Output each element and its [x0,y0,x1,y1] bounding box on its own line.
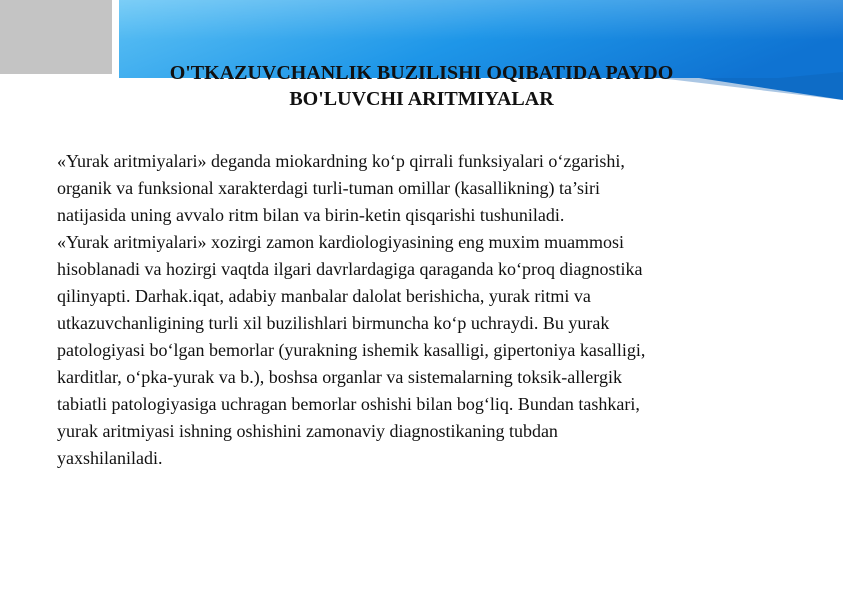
slide-title [0,60,843,112]
body-line-5: hisoblanadi va hozirgi vaqtda ilgari davrlardagiga qaraganda ko‘proq diagnostika [57,259,643,279]
body-line-4: «Yurak aritmiyalari» xozirgi zamon kardiologiyasining eng muxim muammosi [57,232,625,252]
body-line-2: organik va funksional xarakterdagi turli-tuman omillar (kasallikning) ta’siri [57,178,601,198]
body-line-12: yaxshilaniladi. [57,448,163,468]
body-line-6: qilinyapti. Darhak.iqat, adabiy manbalar dalolat berishicha, yurak ritmi va [57,286,591,306]
body-line-3: natijasida uning avvalo ritm bilan va birin-ketin qisqarishi tushuniladi. [57,205,565,225]
body-line-9: karditlar, o‘pka-yurak va b.), boshsa organlar va sistemalarning toksik-allergik [57,367,622,387]
body-line-7: utkazuvchanligining turli xil buzilishlari birmuncha ko‘p uchraydi. Bu yurak [57,313,610,333]
body-line-1: «Yurak aritmiyalari» deganda miokardning ko‘p qirrali funksiyalari o‘zgarishi, [57,151,625,171]
slide-title-line-1: O'TKAZUVCHANLIK BUZILISHI OQIBATIDA PAYDO [169,62,674,84]
slide-title-line-2: BO'LUVCHI ARITMIYALAR [289,88,554,110]
slide-body-text [57,148,802,472]
body-line-8: patologiyasi bo‘lgan bemorlar (yurakning ishemik kasalligi, gipertoniya kasalligi, [57,340,646,360]
body-line-10: tabiatli patologiyasiga uchragan bemorlar oshishi bilan bog‘liq. Bundan tashkari, [57,394,640,414]
body-line-11: yurak aritmiyasi ishning oshishini zamonaviy diagnostikaning tubdan [57,421,558,441]
